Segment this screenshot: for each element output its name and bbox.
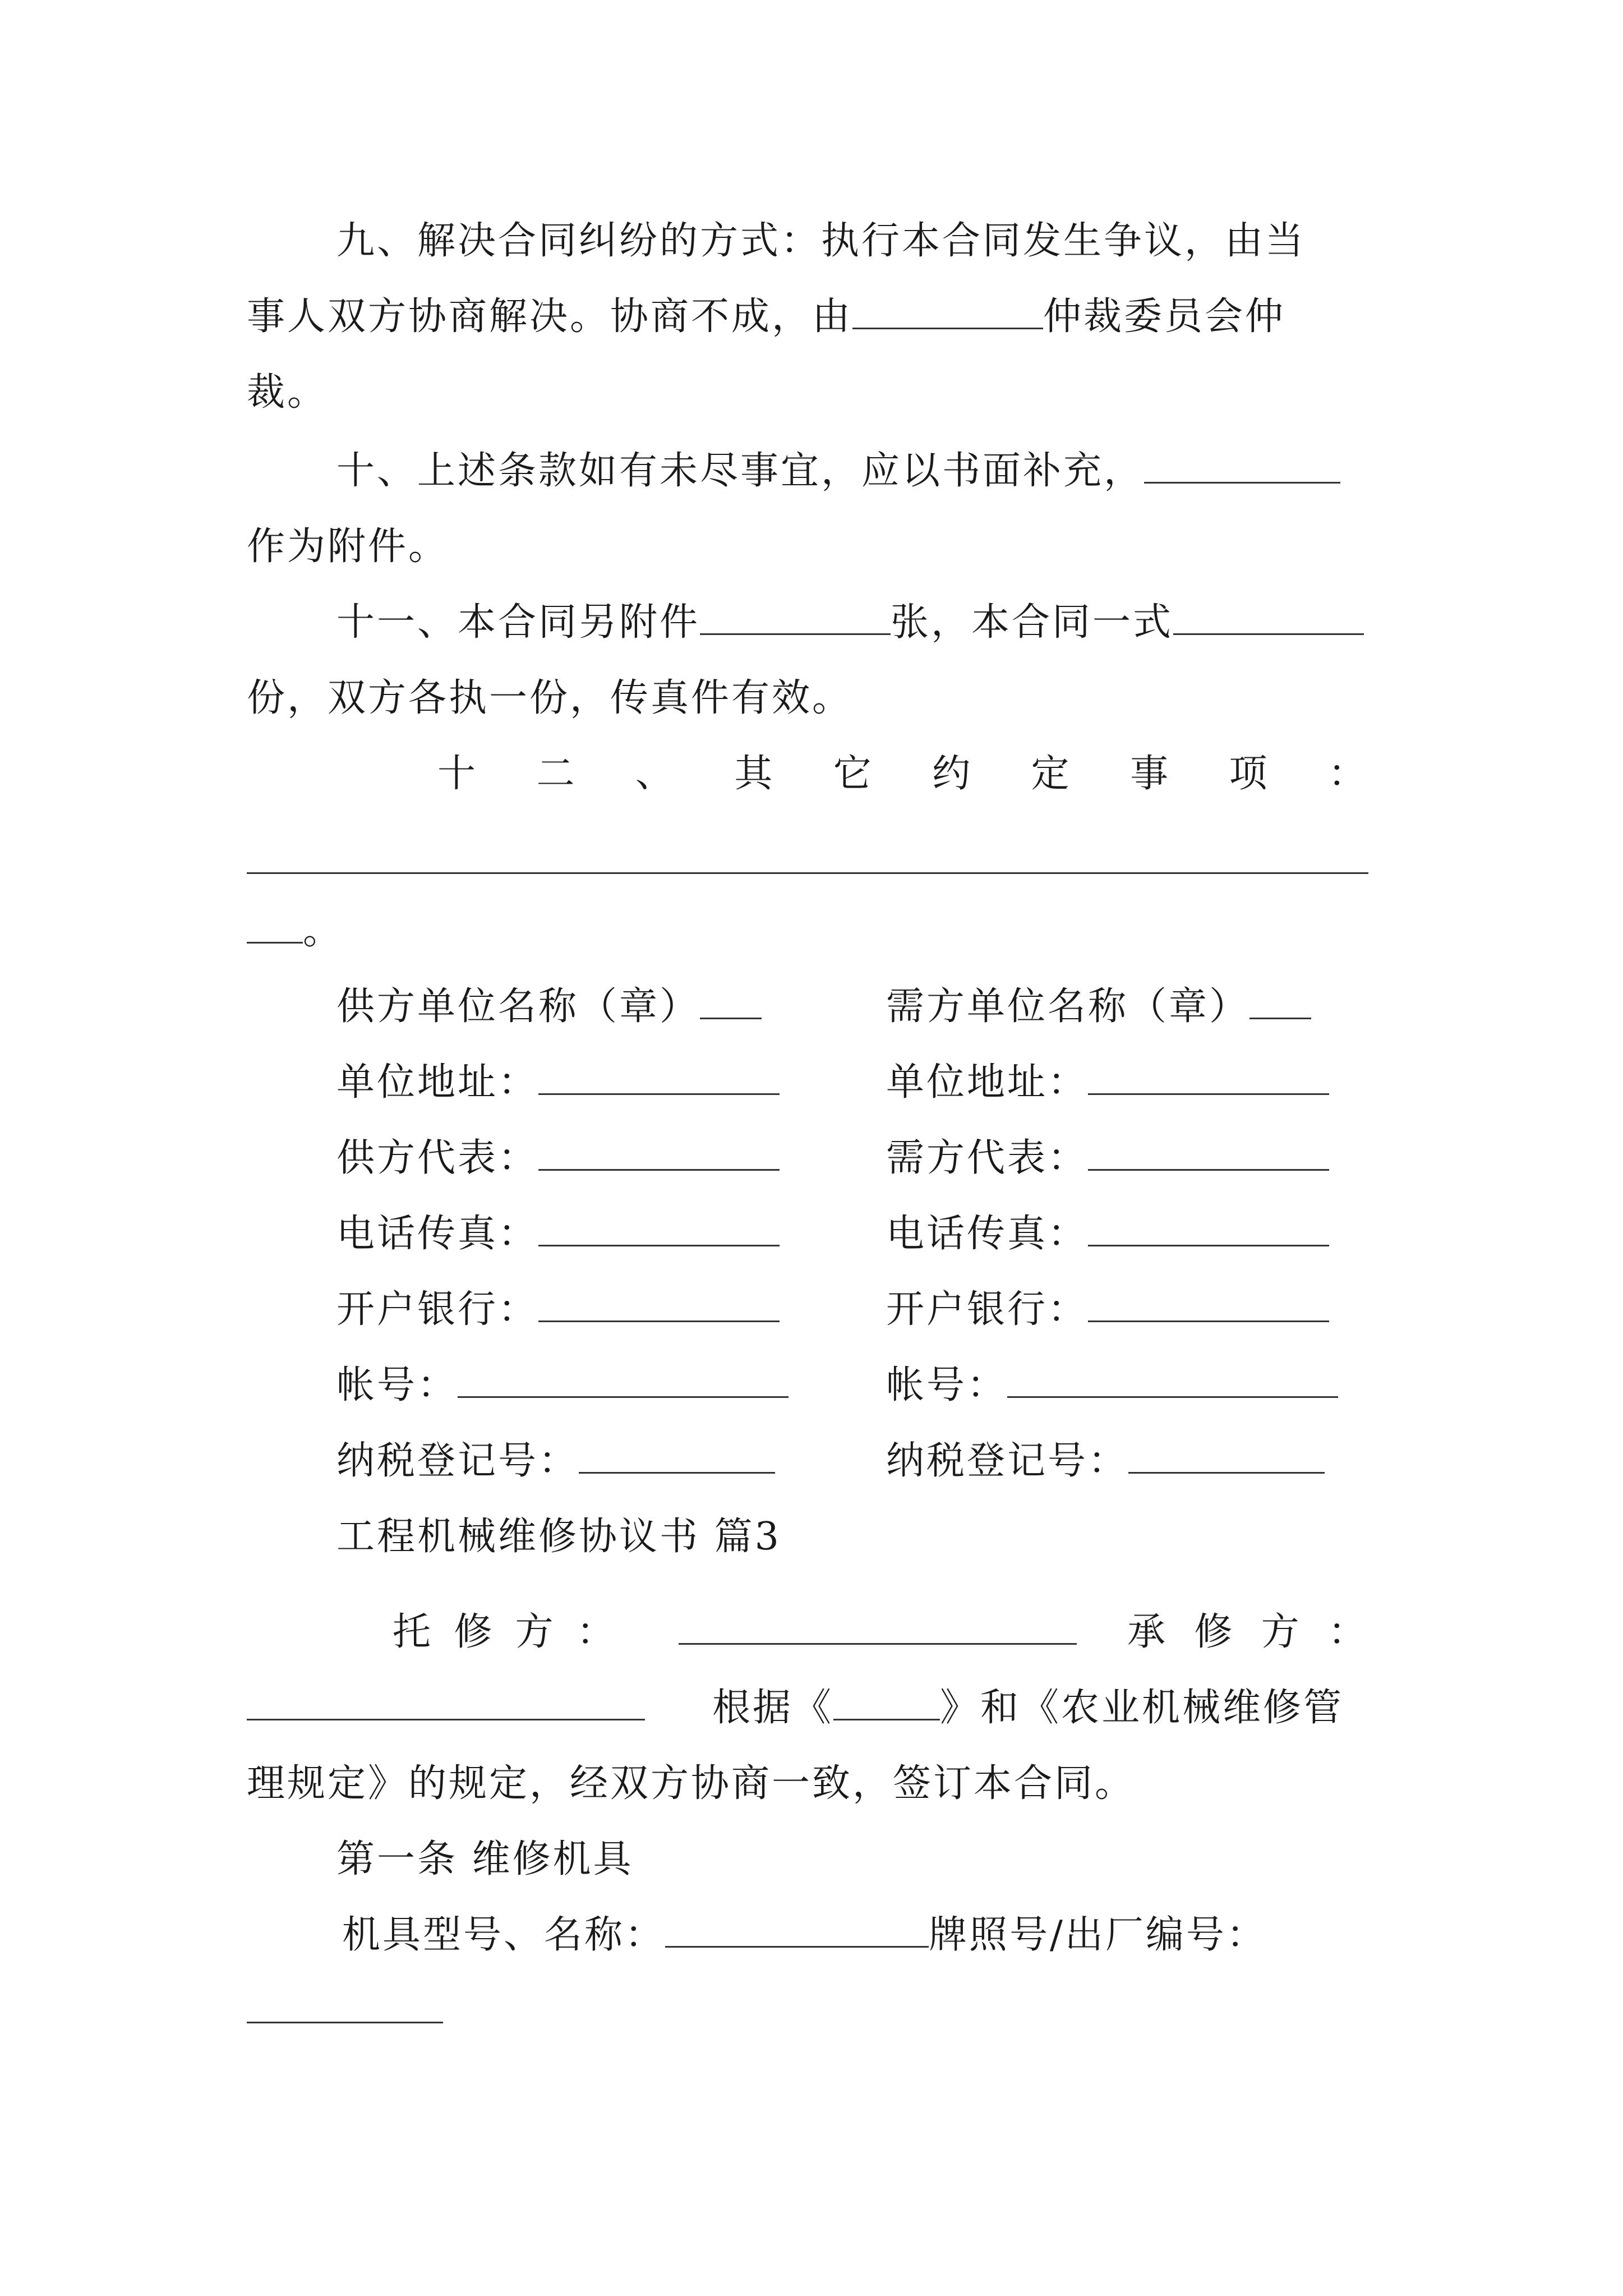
supplier-phone-blank[interactable]	[538, 1210, 780, 1246]
other-matters-blank[interactable]	[247, 872, 1368, 874]
supplier-tax-label: 纳税登记号：	[336, 1439, 579, 1483]
clause-9-text-a: 事人双方协商解决。协商不成，由	[247, 295, 853, 339]
buyer-rep-blank[interactable]	[1088, 1134, 1329, 1171]
clause-12-char: 事	[1130, 752, 1171, 796]
buyer-bank-row	[886, 1282, 1329, 1338]
buyer-rep-label: 需方代表：	[886, 1136, 1089, 1180]
clause-12-heading	[437, 746, 1368, 802]
supplier-bank-blank[interactable]	[538, 1286, 780, 1322]
machine-model-blank[interactable]	[665, 1911, 929, 1948]
buyer-tax-row	[886, 1433, 1325, 1489]
contractor-party-blank[interactable]	[247, 1684, 645, 1720]
buyer-name-label: 需方单位名称（章）	[886, 984, 1250, 1029]
supplier-phone-label: 电话传真：	[336, 1212, 539, 1256]
supplier-tax-blank[interactable]	[579, 1437, 775, 1474]
license-number-label: 牌照号/出厂编号：	[929, 1913, 1267, 1957]
license-number-blank[interactable]	[247, 1987, 443, 2023]
supplier-name-label: 供方单位名称（章）	[336, 984, 700, 1029]
clause-9-text-b: 仲裁委员会仲	[1043, 295, 1286, 339]
buyer-name-row	[886, 979, 1311, 1035]
clause-12-end-line	[247, 903, 343, 959]
copies-count-blank[interactable]	[1173, 599, 1364, 635]
clause-12-char: 它	[833, 752, 874, 796]
basis-line-1	[247, 1680, 1344, 1736]
supplier-bank-label: 开户银行：	[336, 1287, 539, 1332]
supplier-address-label: 单位地址：	[336, 1060, 539, 1105]
supplier-address-row	[336, 1055, 780, 1111]
supplier-bank-row	[336, 1282, 780, 1338]
clause-10-line-1	[336, 443, 1340, 499]
buyer-bank-label: 开户银行：	[886, 1287, 1089, 1332]
buyer-address-label: 单位地址：	[886, 1060, 1089, 1105]
buyer-account-row	[886, 1358, 1338, 1414]
clause-12-char: 其	[734, 752, 775, 796]
basis-text-b: 》和《农业机械维修管	[940, 1686, 1344, 1730]
buyer-address-blank[interactable]	[1088, 1059, 1329, 1095]
clause-11-line-2: 份，双方各执一份，传真件有效。	[247, 676, 853, 720]
contractor-party-label	[1127, 1604, 1368, 1660]
regulation-name-blank[interactable]	[833, 1684, 940, 1720]
buyer-rep-row	[886, 1130, 1329, 1186]
machine-model-row	[342, 1907, 1267, 1963]
supplier-tax-row	[336, 1433, 775, 1489]
buyer-bank-blank[interactable]	[1088, 1286, 1329, 1322]
buyer-tax-blank[interactable]	[1128, 1437, 1325, 1474]
clause-11-text-b: 张，本合同一式	[891, 600, 1174, 645]
supplier-account-blank[interactable]	[458, 1361, 789, 1398]
clause-12-char: 项	[1229, 752, 1270, 796]
client-party-label	[393, 1604, 617, 1660]
clause-12-char: 、	[635, 752, 676, 796]
contractor-party-char: ：	[1327, 1610, 1368, 1654]
clause-9-line-3: 裁。	[247, 370, 328, 415]
client-party-char: ：	[576, 1610, 617, 1654]
basis-text-a: 根据《	[712, 1686, 834, 1730]
clause-12-end: 。	[303, 909, 344, 953]
clause-12-char: ：	[1327, 752, 1368, 796]
clause-9-line-1: 九、解决合同纠纷的方式：执行本合同发生争议，由当	[336, 219, 1306, 263]
article-1-heading: 第一条 维修机具	[336, 1837, 634, 1881]
supplier-name-blank[interactable]	[700, 983, 762, 1019]
client-party-char: 修	[454, 1610, 495, 1654]
buyer-account-blank[interactable]	[1007, 1361, 1338, 1398]
buyer-phone-row	[886, 1206, 1329, 1262]
buyer-phone-label: 电话传真：	[886, 1212, 1089, 1256]
supplier-account-row	[336, 1358, 789, 1414]
license-number-row	[247, 1983, 443, 2039]
clause-11-text-a: 十一、本合同另附件	[336, 600, 700, 645]
clause-12-char: 十	[437, 752, 478, 796]
clause-10-text: 十、上述条款如有未尽事宜，应以书面补充，	[336, 449, 1145, 493]
supplement-blank[interactable]	[1144, 447, 1340, 484]
clause-12-char: 定	[1031, 752, 1072, 796]
contractor-party-char: 修	[1194, 1610, 1235, 1654]
supplier-name-row	[336, 979, 762, 1035]
arbitration-committee-blank[interactable]	[852, 293, 1043, 329]
client-party-char: 方	[515, 1610, 556, 1654]
supplier-phone-row	[336, 1206, 780, 1262]
client-party-char: 托	[393, 1610, 434, 1654]
clause-12-char: 约	[932, 752, 973, 796]
clause-11-line-1	[336, 595, 1364, 651]
contractor-party-char: 承	[1127, 1610, 1168, 1654]
supplier-rep-row	[336, 1130, 780, 1186]
buyer-account-label: 帐号：	[886, 1363, 1008, 1407]
supplier-rep-label: 供方代表：	[336, 1136, 539, 1180]
clause-12-char: 二	[536, 752, 577, 796]
supplier-account-label: 帐号：	[336, 1363, 458, 1407]
machine-model-label: 机具型号、名称：	[342, 1913, 666, 1957]
other-matters-blank-end[interactable]	[247, 907, 303, 944]
clause-9-line-2	[247, 289, 1285, 345]
clause-10-line-2: 作为附件。	[247, 524, 449, 569]
supplier-address-blank[interactable]	[538, 1059, 780, 1095]
contractor-party-char: 方	[1261, 1610, 1302, 1654]
client-party-row	[679, 1604, 1077, 1660]
buyer-name-blank[interactable]	[1249, 983, 1311, 1019]
attachment-count-blank[interactable]	[700, 599, 891, 635]
basis-line-2: 理规定》的规定，经双方协商一致，签订本合同。	[247, 1761, 1136, 1806]
buyer-phone-blank[interactable]	[1088, 1210, 1329, 1246]
supplier-rep-blank[interactable]	[538, 1134, 780, 1171]
buyer-tax-label: 纳税登记号：	[886, 1439, 1129, 1483]
section-3-title: 工程机械维修协议书 篇3	[336, 1515, 781, 1559]
client-party-blank[interactable]	[679, 1608, 1077, 1645]
buyer-address-row	[886, 1055, 1329, 1111]
